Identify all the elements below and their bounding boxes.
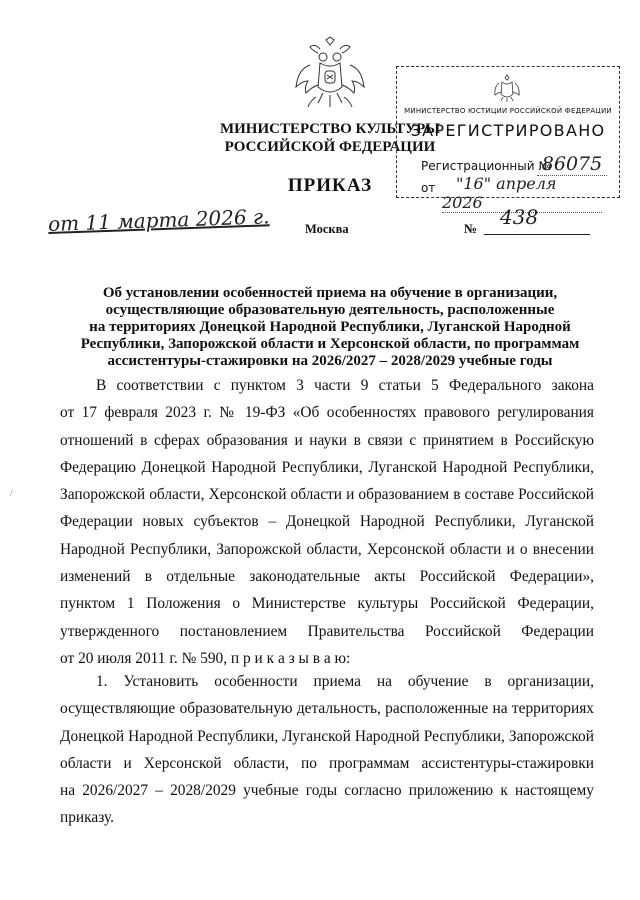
stamp-reg-number: 86075 — [537, 153, 607, 176]
body-line: области и Херсонской области, по программам ассистентуры-стажировки — [60, 754, 594, 772]
title-line: ассистентуры-стажировки на 2026/2027 – 2028/2029 учебные годы — [107, 353, 553, 369]
preamble-paragraph — [60, 372, 594, 672]
body-line: Народной Республики, Запорожской области, Херсонской области и о внесении — [60, 540, 594, 558]
number-underline — [484, 234, 590, 235]
body-line: пунктом 1 Положения о Министерстве культуры Российской Федерации, — [60, 595, 594, 613]
body-line: В соответствии с пунктом 3 части 9 статьи 5 Федерального закона — [96, 377, 594, 394]
title-line: Об установлении особенностей приема на обучение в организации, — [102, 285, 558, 301]
title-line: на территориях Донецкой Народной Республики, Луганской Народной — [89, 319, 571, 335]
number-label: № — [464, 221, 478, 236]
stamp-status: ЗАРЕГИСТРИРОВАНО — [410, 121, 606, 140]
body-line: Федерации новых субъектов – Донецкой Народной Республики, Луганской — [60, 513, 594, 531]
handwritten-date: от 11 марта 2026 г. — [47, 204, 270, 237]
clause-1-paragraph — [60, 668, 594, 832]
stamp-emblem-icon — [493, 73, 521, 103]
document-title — [60, 285, 600, 370]
stamp-reg-label: Регистрационный № — [421, 159, 551, 173]
body-line: Федерацию Донецкой Народной Республики, Луганской Народной Республики, — [60, 458, 594, 476]
body-line: изменений в отдельные законодательные акты Российской Федерации», — [60, 568, 594, 586]
registration-stamp — [396, 66, 620, 212]
body-line: Донецкой Народной Республики, Луганской Народной Республики, Запорожской — [60, 727, 594, 745]
stamp-date-label: от — [421, 181, 436, 195]
city: Москва — [305, 222, 349, 236]
body-line: на 2026/2027 – 2028/2029 учебные годы согласно приложению к настоящему — [60, 782, 594, 800]
body-line: 1. Установить особенности приема на обучение в организации, — [96, 673, 594, 690]
ministry-line-1: МИНИСТЕРСТВО КУЛЬТУРЫ — [219, 121, 441, 137]
stamp-reg-date-text: "16" апреля 2026 — [442, 174, 557, 212]
title-line: осуществляющие образовательную деятельность, расположенные — [105, 302, 555, 318]
body-line: Запорожской области, Херсонской области и образованием в составе Российской — [60, 486, 594, 504]
order-heading: ПРИКАЗ — [287, 175, 373, 196]
handwritten-number: 438 — [500, 205, 539, 229]
body-line: осуществляющие образовательную детальность, расположенные на территориях — [60, 700, 594, 718]
body-line: отношений в сферах образования и науки в связи с принятием в Российскую — [60, 431, 594, 449]
body-line: от 20 июля 2011 г. № 590, п р и к а з ы в а ю: — [60, 649, 351, 667]
ministry-line-2: РОССИЙСКОЙ ФЕДЕРАЦИИ — [224, 139, 436, 155]
body-line: приказу. — [60, 809, 115, 827]
stamp-ministry: МИНИСТЕРСТВО ЮСТИЦИИ РОССИЙСКОЙ ФЕДЕРАЦИИ — [404, 107, 612, 115]
margin-mark: / — [10, 488, 13, 499]
state-emblem-icon — [290, 35, 370, 115]
body-line: от 17 февраля 2023 г. № 19-ФЗ «Об особенностях правового регулирования — [60, 404, 594, 422]
body-line: утвержденного постановлением Правительства Российской Федерации — [60, 622, 594, 640]
title-line: Республики, Запорожской области и Херсонской области, по программам — [80, 336, 580, 352]
